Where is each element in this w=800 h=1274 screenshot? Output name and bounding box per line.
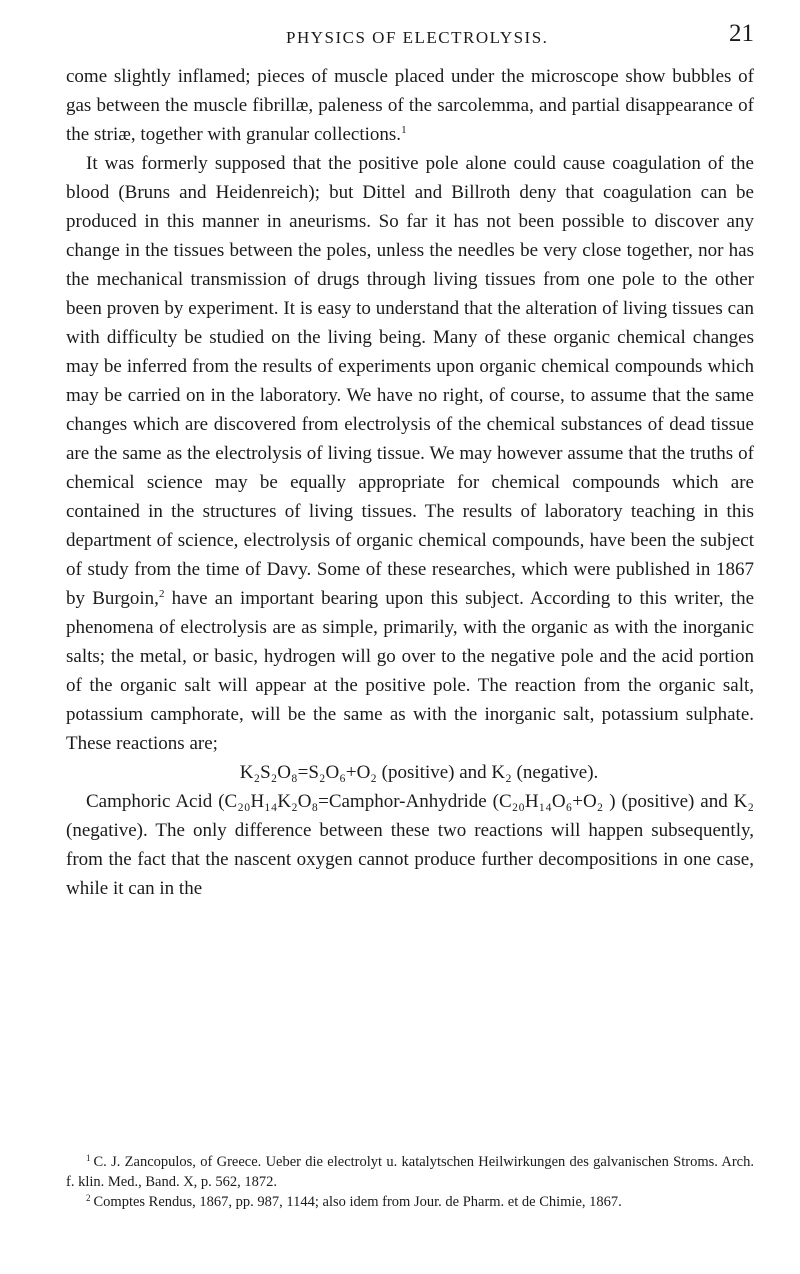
running-head — [66, 22, 754, 52]
paragraph-camphoric-acid: Camphoric Acid (C₂₀H₁₄K₂O₈=Camphor-Anhydride (C₂₀H₁₄O₆+O₂ ) (positive) and K₂ (negative). The only difference between these two reactions will happen subsequently, from the fact that the nascent oxygen cannot produce further decompositions in one case, while it can in the — [66, 791, 754, 899]
paragraph-2-text: It was formerly supposed that the positive pole alone could cause coagulation of the blood (Bruns and Heidenreich); but Dittel and Billroth deny that coagulation can be produced in this manner in aneurisms. So far it has not been possible to discover any change in the tissues between the poles, unless the needles be very close together, nor has the mechanical transmission of drugs through living tissues from one pole to the other been proven by experiment. It is easy to understand that the alteration of living tissues can with difficulty be studied on the living being. Many of these organic chemical changes may be inferred from the results of experiments upon organic chemical compounds which may be carried on in the laboratory. We have no right, of course, to assume that the same changes which are discovered from electrolysis of the chemical substances of dead tissue are the same as the electrolysis of living tissue. We may however assume that the truths of chemical science may be equally appropriate for chemical compounds which are contained in the structures of living tissues. The results of laboratory teaching in this department of science, electrolysis of organic chemical compounds, have been the subject of study from the time of Davy. Some of these researches, which were published in 1867 by Burgoin, — [66, 153, 754, 609]
footnote-ref-1: 1 — [401, 124, 407, 136]
body-text — [66, 62, 754, 903]
paragraph-2 — [66, 149, 754, 758]
paragraph-1-text: come slightly inflamed; pieces of muscle placed under the microscope show bubbles of gas between the muscle fibrillæ, paleness of the sarcolemma, and partial disappearance of the striæ, together with granular collections. — [66, 66, 754, 145]
paragraph-2-tail: have an important bearing upon this subject. According to this writer, the phenomena of electrolysis are as simple, primarily, with the organic as with the inorganic salts; the metal, or basic, hydrogen will go over to the negative pole and the acid portion of the organic salt will appear at the positive pole. The reaction from the organic salt, potassium camphorate, will be the same as with the inorganic salt, potassium sulphate. These reactions are; — [66, 588, 755, 754]
footnote-2-text: Comptes Rendus, 1867, pp. 987, 1144; also idem from Jour. de Pharm. et de Chimie, 1867. — [93, 1194, 622, 1210]
footnote-2 — [66, 1192, 754, 1212]
equation-potassium-sulphate: K₂S₂O₈=S₂O₆+O₂ (positive) and K₂ (negative). — [239, 762, 599, 783]
page-number: 21 — [729, 20, 754, 47]
paragraph-1 — [66, 62, 754, 149]
footnote-1-mark: 1 — [86, 1153, 91, 1163]
footnote-1 — [66, 1152, 754, 1192]
footnotes — [66, 1152, 754, 1212]
footnote-2-mark: 2 — [86, 1193, 91, 1203]
running-title: PHYSICS OF ELECTROLYSIS. — [286, 28, 549, 47]
footnote-1-text: C. J. Zancopulos, of Greece. Ueber die electrolyt u. katalytschen Heilwirkungen des galvanischen Stroms. Arch. f. klin. Med., Band. X, p. 562, 1872. — [66, 1154, 754, 1190]
footnote-ref-2: 2 — [158, 588, 165, 600]
